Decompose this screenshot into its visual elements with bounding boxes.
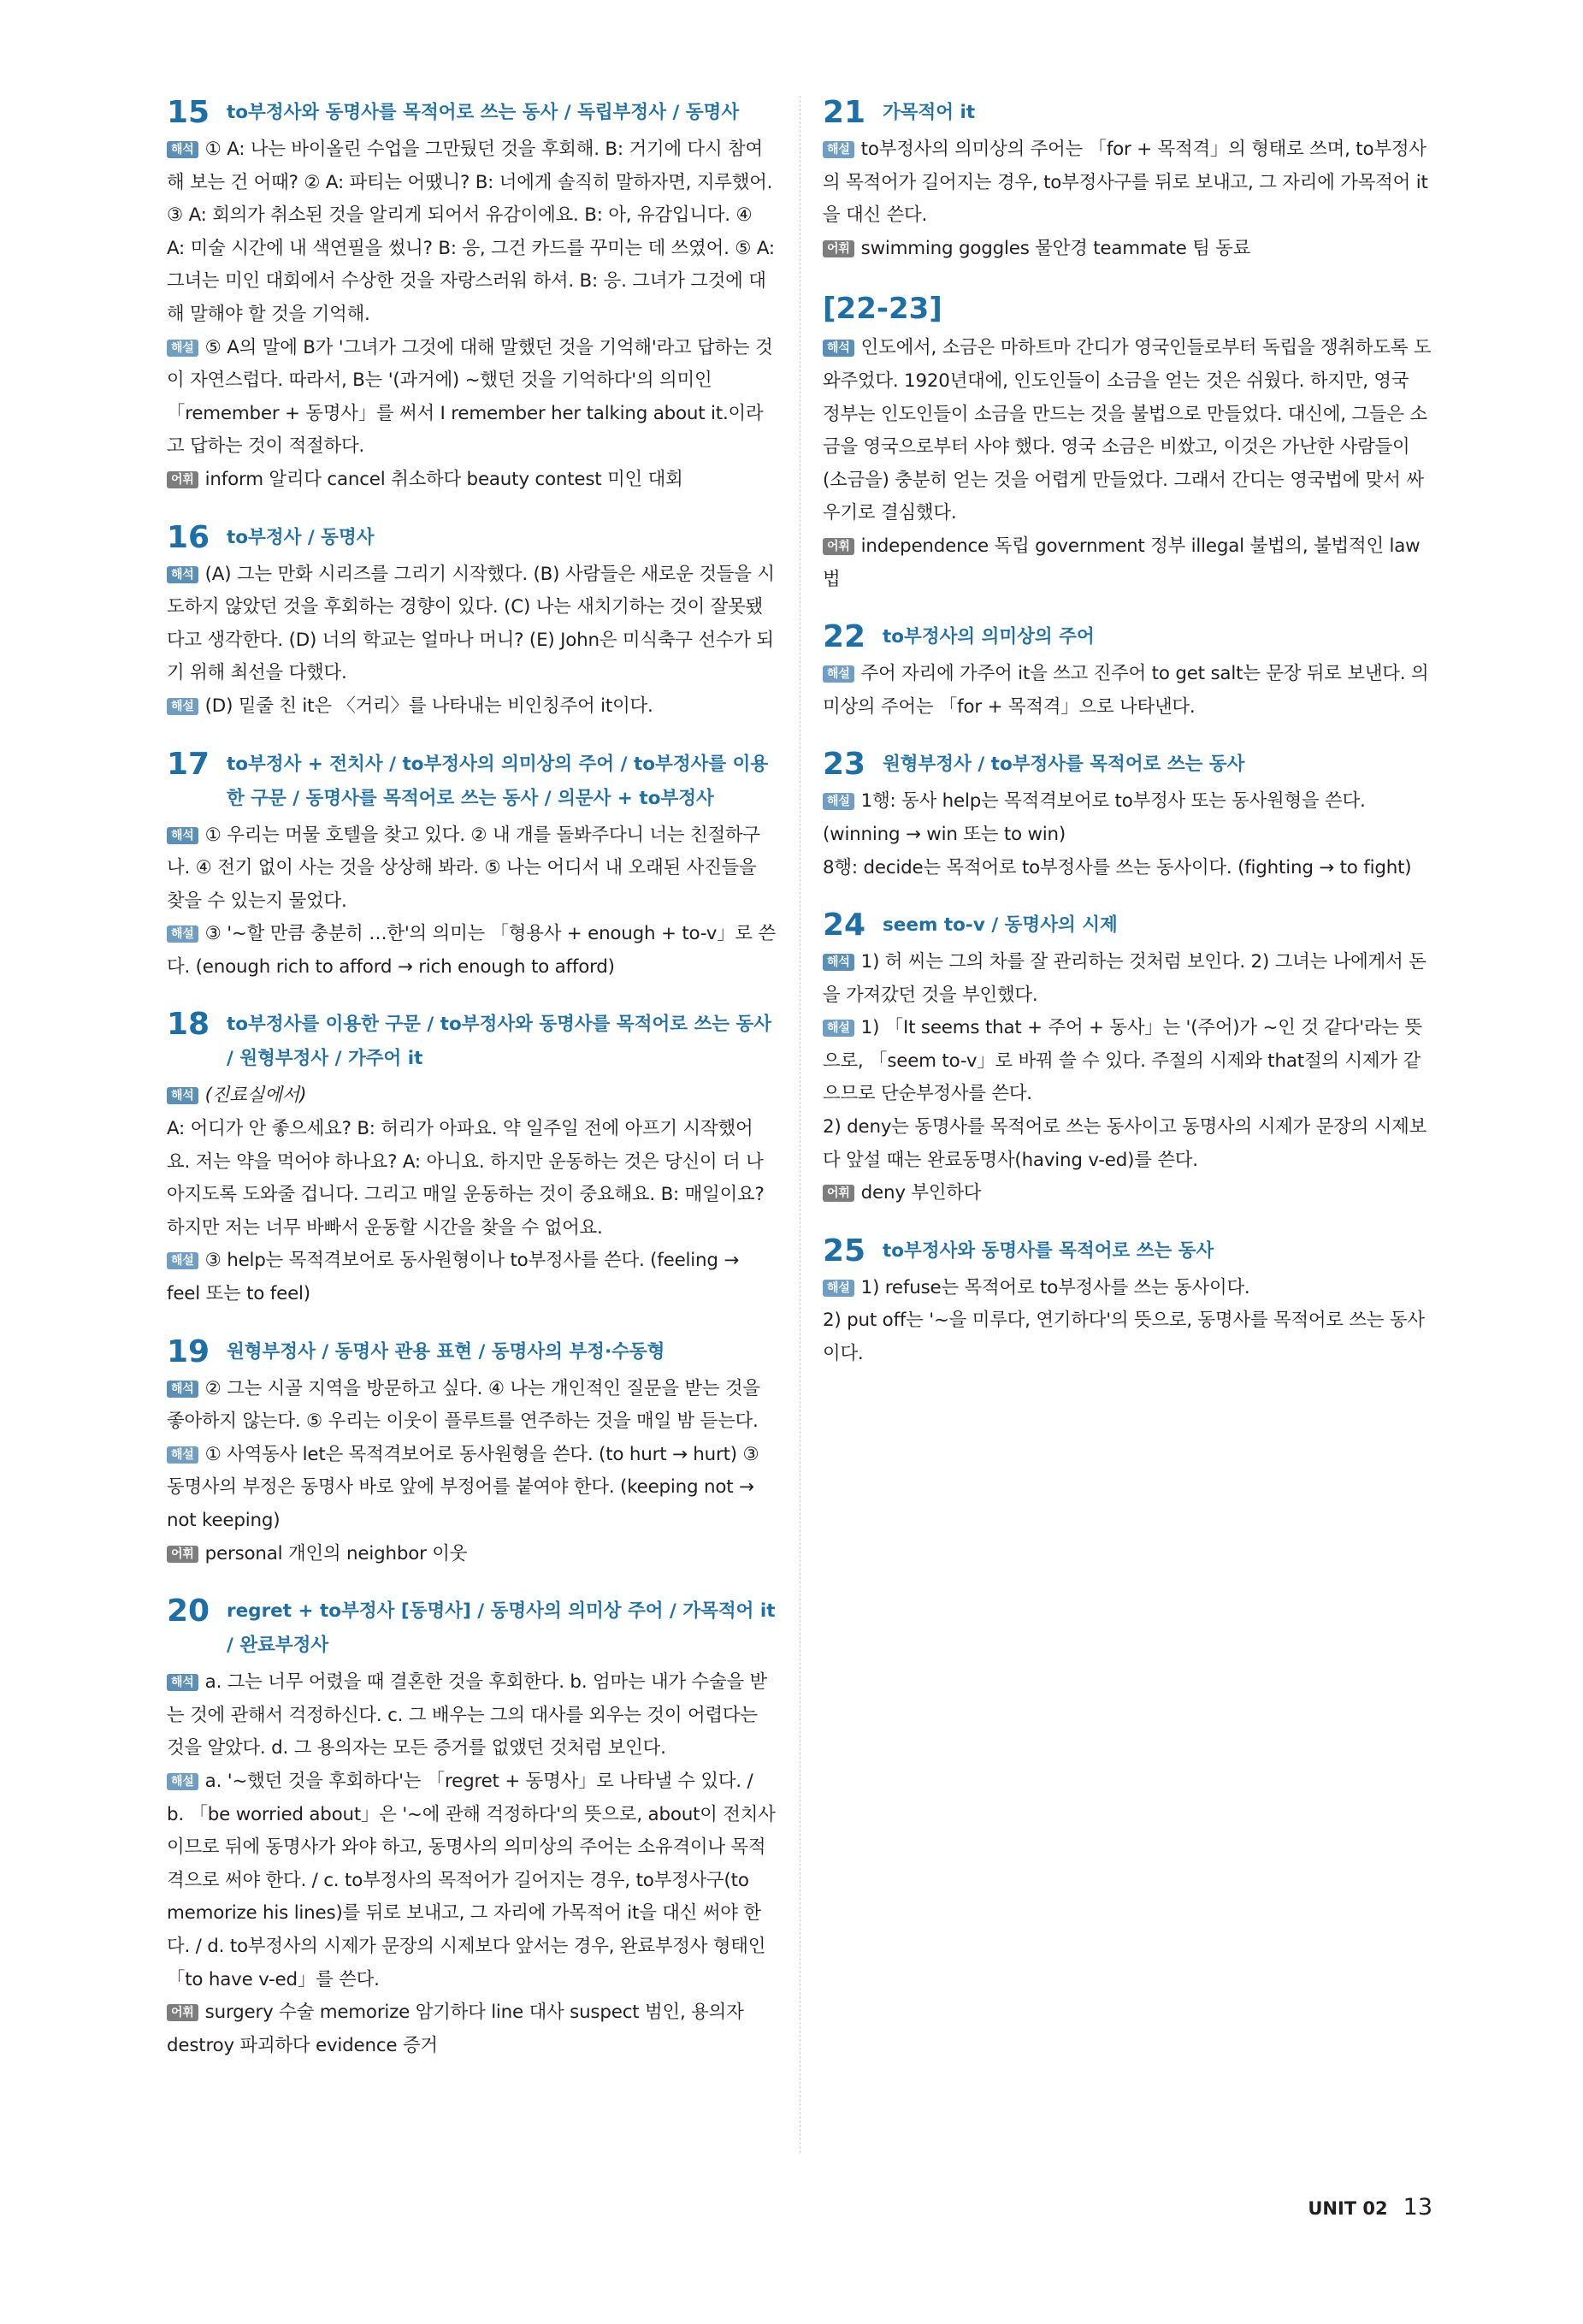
explanation-tag: 해설	[167, 1446, 198, 1464]
explanation-tag: 해설	[823, 141, 854, 158]
explanation-tag: 해설	[823, 1020, 854, 1037]
answer-paragraph	[823, 530, 1432, 596]
paragraph-text: ① 우리는 머물 호텔을 찾고 있다. ② 내 개를 돌봐주다니 너는 친절하구나. ④ 전기 없이 사는 것을 상상해 봐라. ⑤ 나는 어디서 내 오래된 사진들을 찾을 수 있는지 물었다.	[167, 824, 760, 912]
question-header	[823, 96, 1432, 130]
translation-tag: 해석	[167, 566, 198, 583]
translation-tag: 해석	[167, 1674, 198, 1691]
paragraph-text: 1) refuse는 목적어로 to부정사를 쓰는 동사이다.	[860, 1276, 1250, 1298]
paragraph-text: surgery 수술 memorize 암기하다 line 대사 suspect 범인, 용의자 destroy 파괴하다 evidence 증거	[167, 2002, 744, 2056]
answer-paragraph	[167, 1439, 776, 1538]
question-topic: to부정사를 이용한 구문 / to부정사와 동명사를 목적어로 쓰는 동사 / 원형부정사 / 가주어 it	[227, 1014, 772, 1070]
question-block	[823, 748, 1432, 884]
question-number: 22	[823, 619, 866, 655]
question-topic: seem to-v / 동명사의 시제	[883, 914, 1118, 937]
answer-paragraph	[823, 233, 1432, 266]
answer-paragraph	[823, 133, 1432, 233]
paragraph-text: A: 어디가 안 좋으세요? B: 허리가 아파요. 약 일주일 전에 아프기 시작했어요. 저는 약을 먹어야 하나요? A: 아니요. 하지만 운동하는 것은 당신이 더 나아지도록 도와줄 겁니다. 그리고 매일 운동하는 것이 중요해요. B: 매일이요? 하지만 저는 너무 바빠서 운동할 시간을 찾을 수 없어요.	[167, 1118, 765, 1239]
answer-paragraph	[167, 1996, 776, 2062]
question-header	[823, 1234, 1432, 1268]
paragraph-text: 8행: decide는 목적어로 to부정사를 쓰는 동사이다. (fighting → to fight)	[823, 856, 1412, 878]
question-topic: to부정사와 동명사를 목적어로 쓰는 동사	[883, 1239, 1214, 1262]
question-topic: to부정사 / 동명사	[227, 526, 375, 548]
explanation-tag: 해설	[167, 1252, 198, 1269]
question-topic: to부정사 + 전치사 / to부정사의 의미상의 주어 / to부정사를 이용한 구문 / 동명사를 목적어로 쓰는 동사 / 의문사 + to부정사	[227, 753, 769, 809]
paragraph-text: a. '~했던 것을 후회하다'는 「regret + 동명사」로 나타낼 수 있다. / b. 「be worried about」은 '~에 관해 걱정하다'의 뜻으로, about이 전치사이므로 뒤에 동명사가 와야 하고, 동명사의 의미상의 주어는 소유격이나 목적격으로 써야 한다. / c. to부정사의 목적어가 길어지는 경우, to부정사구(to memorize his lines)를 뒤로 보내고, 그 자리에 가목적어 it을 대신 써야 한다. / d. to부정사의 시제가 문장의 시제보다 앞서는 경우, 완료부정사 형태인 「to have v-ed」를 쓴다.	[167, 1770, 776, 1990]
translation-tag: 해석	[167, 827, 198, 844]
translation-tag: 해석	[823, 954, 854, 971]
answer-paragraph	[823, 658, 1432, 724]
question-header	[823, 748, 1432, 782]
translation-tag: 해석	[823, 340, 854, 357]
paragraph-text: (진료실에서)	[204, 1085, 307, 1107]
question-header	[167, 1008, 776, 1076]
answer-paragraph	[167, 1765, 776, 1996]
question-topic: to부정사와 동명사를 목적어로 쓰는 동사 / 독립부정사 / 동명사	[227, 102, 740, 123]
paragraph-text: ⑤ A의 말에 B가 '그녀가 그것에 대해 말했던 것을 기억해'라고 답하는 것이 자연스럽다. 따라서, B는 '(과거에) ~했던 것을 기억하다'의 의미인 「remember + 동명사」를 써서 I remember her talking about it.이라고 답하는 것이 적절하다.	[167, 336, 773, 458]
question-number: 17	[167, 746, 210, 782]
paragraph-text: personal 개인의 neighbor 이웃	[204, 1542, 468, 1564]
question-number: 16	[167, 519, 210, 555]
paragraph-text: inform 알리다 cancel 취소하다 beauty contest 미인 대회	[204, 468, 683, 490]
paragraph-text: (A) 그는 만화 시리즈를 그리기 시작했다. (B) 사람들은 새로운 것들을 시도하지 않았던 것을 후회하는 경향이 있다. (C) 나는 새치기하는 것이 잘못됐다고 생각한다. (D) 너의 학교는 얼마나 머니? (E) John은 미식축구 선수가 되기 위해 최선을 다했다.	[167, 563, 775, 684]
passage-section	[823, 289, 1432, 596]
paragraph-text: ① 사역동사 let은 목적격보어로 동사원형을 쓴다. (to hurt → hurt) ③ 동명사의 부정은 동명사 바로 앞에 부정어를 붙여야 한다. (keeping not → not keeping)	[167, 1443, 759, 1531]
vocab-tag: 어휘	[167, 471, 198, 488]
paragraph-text: 1) 허 씨는 그의 차를 잘 관리하는 것처럼 보인다. 2) 그녀는 나에게서 돈을 가져갔던 것을 부인했다.	[823, 951, 1426, 1006]
question-header	[167, 96, 776, 130]
answer-paragraph	[167, 1113, 776, 1245]
question-block	[167, 96, 776, 497]
question-topic: 원형부정사 / to부정사를 목적어로 쓰는 동사	[883, 754, 1245, 776]
paragraph-text: 2) put off는 '~을 미루다, 연기하다'의 뜻으로, 동명사를 목적어로 쓰는 동사이다.	[823, 1310, 1425, 1365]
answer-paragraph	[167, 819, 776, 919]
paragraph-text: a. 그는 너무 어렸을 때 결혼한 것을 후회한다. b. 엄마는 내가 수술을 받는 것에 관해서 걱정하신다. c. 그 배우는 그의 대사를 외우는 것이 어렵다는 것을 알았다. d. 그 용의자는 모든 증거를 없앴던 것처럼 보인다.	[167, 1671, 767, 1759]
left-column	[167, 96, 776, 2086]
vocab-tag: 어휘	[823, 1185, 854, 1202]
question-number: 21	[823, 95, 866, 130]
answer-paragraph	[823, 1272, 1432, 1305]
vocab-tag: 어휘	[823, 240, 854, 257]
translation-tag: 해석	[167, 141, 198, 158]
answer-paragraph	[167, 1538, 776, 1571]
explanation-tag: 해설	[823, 793, 854, 810]
paragraph-text: independence 독립 government 정부 illegal 불법의, 불법적인 law 법	[823, 535, 1421, 590]
question-header	[823, 908, 1432, 943]
answer-paragraph	[823, 785, 1432, 851]
question-header	[167, 521, 776, 555]
answer-paragraph	[823, 332, 1432, 530]
explanation-tag: 해설	[167, 925, 198, 943]
explanation-tag: 해설	[167, 1773, 198, 1790]
explanation-tag: 해설	[167, 340, 198, 357]
answer-paragraph	[167, 1666, 776, 1765]
paragraph-text: 2) deny는 동명사를 목적어로 쓰는 동사이고 동명사의 시제가 문장의 시제보다 앞설 때는 완료동명사(having v-ed)를 쓴다.	[823, 1116, 1427, 1171]
paragraph-text: 1) 「It seems that + 주어 + 동사」는 '(주어)가 ~인 것 같다'라는 뜻으로, 「seem to-v」로 바꿔 쓸 수 있다. 주절의 시제와 that절의 시제가 같으므로 단순부정사를 쓴다.	[823, 1017, 1422, 1105]
paragraph-text: ① A: 나는 바이올린 수업을 그만뒀던 것을 후회해. B: 거기에 다시 참여해 보는 건 어때? ② A: 파티는 어땠니? B: 너에게 솔직히 말하자면, 지루했어. ③ A: 회의가 취소된 것을 알리게 되어서 유감이에요. B: 아, 유감입니다. ④ A: 미술 시간에 내 색연필을 썼니? B: 응, 그건 카드를 꾸미는 데 쓰였어. ⑤ A: 그녀는 미인 대회에서 수상한 것을 자랑스러워 하셔. B: 응. 그녀가 그것에 대해 말해야 할 것을 기억해.	[167, 139, 775, 325]
section-heading: [22-23]	[823, 292, 942, 327]
answer-paragraph	[823, 1111, 1432, 1177]
translation-tag: 해석	[167, 1087, 198, 1104]
question-block	[167, 521, 776, 724]
question-block	[167, 748, 776, 985]
question-block	[823, 96, 1432, 265]
question-header	[167, 1594, 776, 1663]
question-header	[167, 748, 776, 816]
answer-paragraph	[823, 946, 1432, 1012]
answer-paragraph	[167, 918, 776, 984]
paragraph-text: (D) 밑줄 친 it은 〈거리〉를 나타내는 비인칭주어 it이다.	[204, 695, 653, 717]
paragraph-text: 1행: 동사 help는 목적격보어로 to부정사 또는 동사원형을 쓴다. (winning → win 또는 to win)	[823, 790, 1366, 845]
question-topic: regret + to부정사 [동명사] / 동명사의 의미상 주어 / 가목적어 it / 완료부정사	[227, 1600, 776, 1657]
question-number: 19	[167, 1333, 210, 1369]
question-number: 18	[167, 1007, 210, 1043]
question-header	[823, 620, 1432, 654]
answer-paragraph	[823, 1012, 1432, 1111]
paragraph-text: deny 부인하다	[860, 1182, 982, 1204]
question-block	[167, 1594, 776, 2062]
page-number: 13	[1403, 2194, 1432, 2221]
explanation-tag: 해설	[167, 698, 198, 715]
explanation-tag: 해설	[823, 1280, 854, 1297]
question-topic: to부정사의 의미상의 주어	[883, 626, 1095, 648]
page-footer	[1308, 2194, 1432, 2221]
question-block	[167, 1008, 776, 1310]
vocab-tag: 어휘	[167, 2004, 198, 2021]
answer-paragraph	[167, 1373, 776, 1439]
question-header	[167, 1335, 776, 1369]
paragraph-text: 주어 자리에 가주어 it을 쓰고 진주어 to get salt는 문장 뒤로 보낸다. 의미상의 주어는 「for + 목적격」으로 나타낸다.	[823, 663, 1429, 718]
answer-paragraph	[167, 332, 776, 464]
question-number: 20	[167, 1594, 210, 1629]
paragraph-text: 인도에서, 소금은 마하트마 간디가 영국인들로부터 독립을 쟁취하도록 도와주었다. 1920년대에, 인도인들이 소금을 얻는 것은 쉬웠다. 하지만, 영국 정부는 인도인들이 소금을 만드는 것을 불법으로 만들었다. 대신에, 그들은 소금을 영국으로부터 사야 했다. 영국 소금은 비쌌고, 이것은 가난한 사람들이 (소금을) 충분히 얻는 것을 어렵게 만들었다. 그래서 간디는 영국법에 맞서 싸우기로 결심했다.	[823, 337, 1432, 524]
question-topic: 원형부정사 / 동명사 관용 표현 / 동명사의 부정·수동형	[227, 1340, 665, 1363]
question-topic: 가목적어 it	[883, 102, 976, 123]
question-block	[167, 1335, 776, 1571]
question-block	[823, 1234, 1432, 1371]
unit-label: UNIT 02	[1308, 2198, 1388, 2219]
vocab-tag: 어휘	[167, 1546, 198, 1563]
answer-paragraph	[167, 1079, 776, 1113]
answer-paragraph	[823, 852, 1432, 885]
question-number: 15	[167, 95, 210, 130]
question-block	[823, 908, 1432, 1210]
question-number: 24	[823, 908, 866, 943]
question-number: 23	[823, 747, 866, 783]
answer-paragraph	[167, 133, 776, 332]
explanation-tag: 해설	[823, 665, 854, 683]
paragraph-text: swimming goggles 물안경 teammate 팀 동료	[860, 237, 1251, 259]
paragraph-text: ② 그는 시골 지역을 방문하고 싶다. ④ 나는 개인적인 질문을 받는 것을 좋아하지 않는다. ⑤ 우리는 이웃이 플루트를 연주하는 것을 매일 밤 듣는다.	[167, 1377, 760, 1433]
right-column	[823, 96, 1432, 1395]
question-number: 25	[823, 1233, 866, 1268]
answer-paragraph	[167, 464, 776, 497]
vocab-tag: 어휘	[823, 538, 854, 555]
question-block	[823, 620, 1432, 724]
answer-paragraph	[823, 1177, 1432, 1210]
translation-tag: 해석	[167, 1381, 198, 1398]
paragraph-text: to부정사의 의미상의 주어는 「for + 목적격」의 형태로 쓰며, to부정사의 목적어가 길어지는 경우, to부정사구를 뒤로 보내고, 그 자리에 가목적어 it을 대신 쓴다.	[823, 139, 1428, 227]
answer-paragraph	[823, 1304, 1432, 1370]
answer-paragraph	[167, 690, 776, 724]
answer-paragraph	[167, 1245, 776, 1310]
paragraph-text: ③ '~할 만큼 충분히 …한'의 의미는 「형용사 + enough + to-v」로 쓴다. (enough rich to afford → rich enough to afford)	[167, 923, 776, 978]
paragraph-text: ③ help는 목적격보어로 동사원형이나 to부정사를 쓴다. (feeling → feel 또는 to feel)	[167, 1250, 740, 1305]
answer-paragraph	[167, 559, 776, 690]
